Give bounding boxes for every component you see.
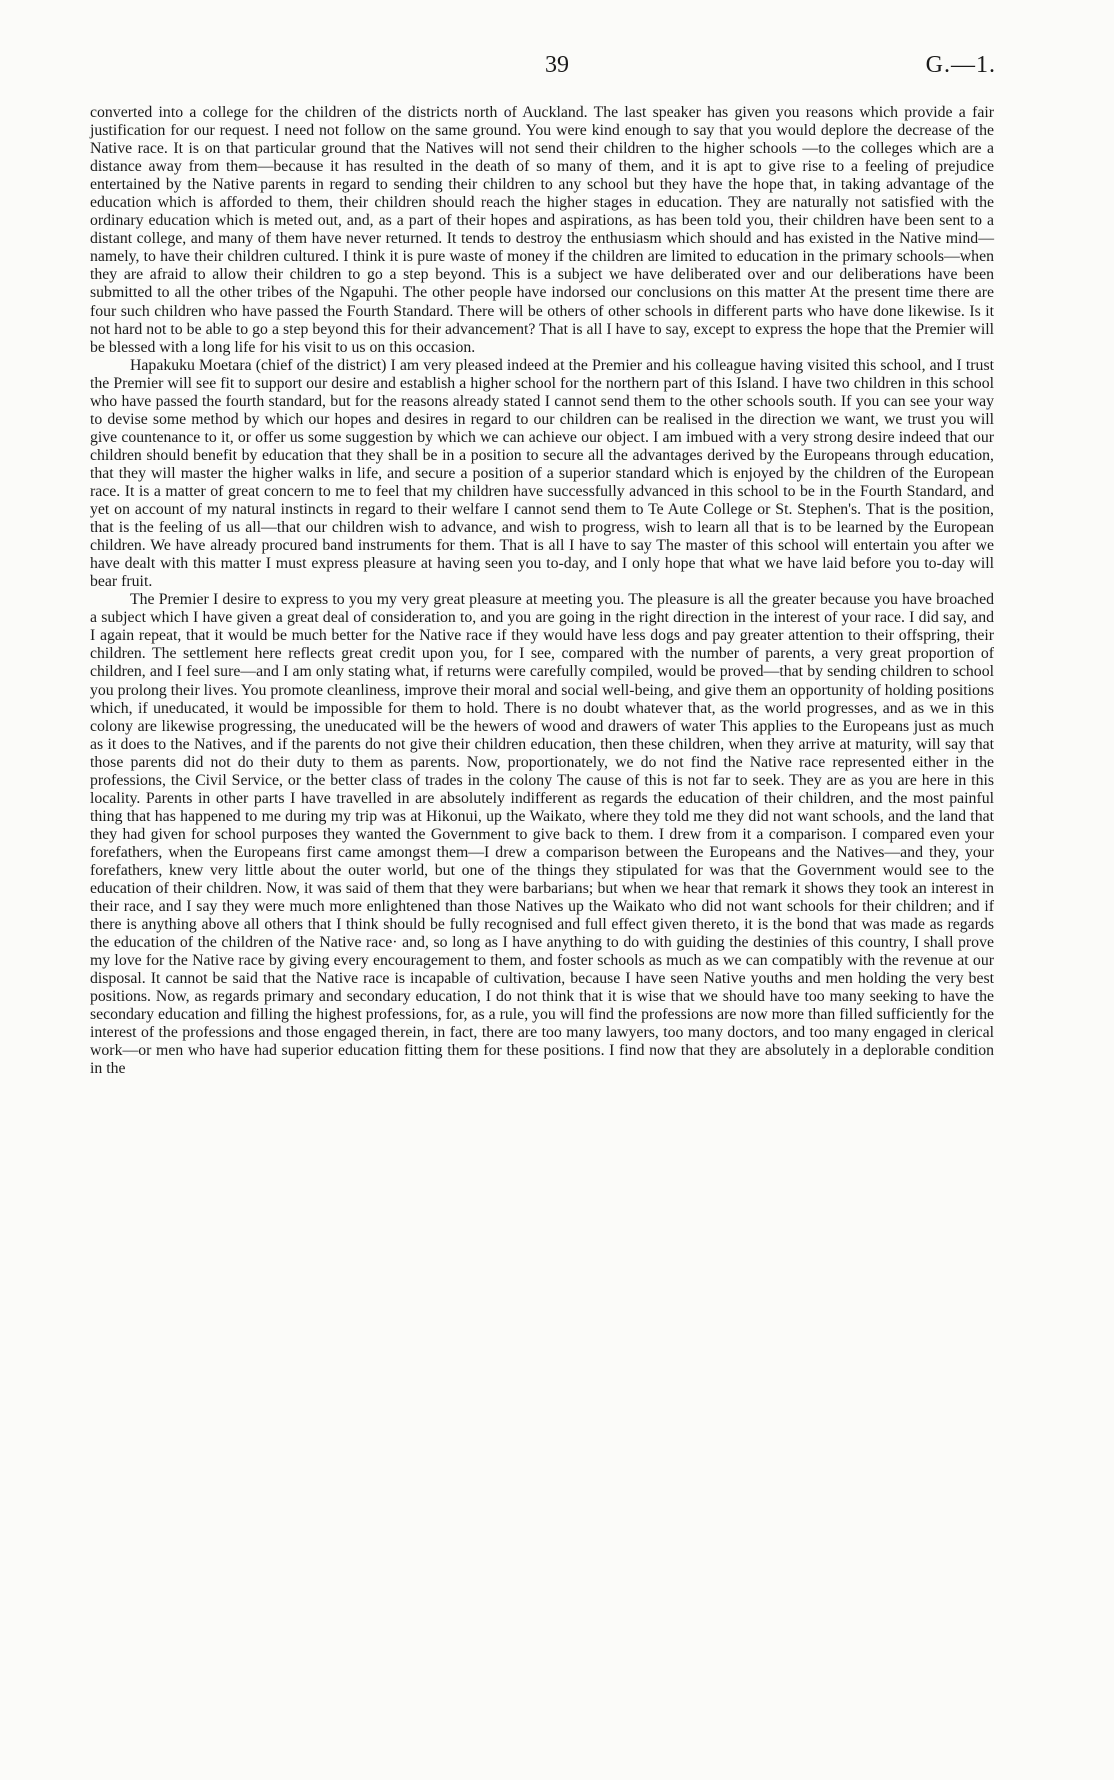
paragraph-hapakuku-moetara: Hapakuku Moetara (chief of the district) I am very pleased indeed at the Premier and his colleague having visited this school, and I trust the Premier will see fit to support our desire and establish a higher school for the northern part of this Island. I have two children in this school who have passed the fourth standard, but for the reasons already stated I cannot send them to the other schools south. If you can see your way to devise some method by which our hopes and desires in regard to our children can be realised in the direction we want, we trust you will give countenance to it, or offer us some suggestion by which we can achieve our object. I am imbued with a very strong desire indeed that our children should benefit by education that they shall be in a position to secure all the advantages derived by the Europeans through education, that they will master the higher walks in life, and secure a position of a superior standard which is enjoyed by the children of the European race. It is a matter of great concern to me to feel that my children have successfully advanced in this school to be in the Fourth Standard, and yet on account of my natural instincts in regard to their welfare I cannot send them to Te Aute College or St. Stephen's. That is the position, that is the feeling of us all—that our children wish to advance, and wish to progress, wish to learn all that is to be learned by the European children. We have already procured band instruments for them. That is all I have to say The master of this school will entertain you after we have dealt with this matter I must express pleasure at having seen you to-day, and I only hope that what we have laid before you to-day will bear fruit.: [90, 356, 994, 591]
page-number: 39: [545, 52, 569, 78]
body-text: [90, 104, 994, 1079]
document-reference: G.—1.: [925, 52, 996, 78]
paragraph-continuation: converted into a college for the children of the districts north of Auckland. The last speaker has given you reasons which provide a fair justification for our request. I need not follow on the same ground. You were kind enough to say that you would deplore the decrease of the Native race. It is on that particular ground that the Natives will not send their children to the higher schools —to the colleges which are a distance away from them—because it has resulted in the death of so many of them, and it is apt to give rise to a feeling of prejudice entertained by the Native parents in regard to sending their children to any school but they have the hope that, in taking advantage of the education which is afforded to them, their children should reach the higher stages in education. They are naturally not satisfied with the ordinary education which is meted out, and, as a part of their hopes and aspirations, as has been told you, their children have been sent to a distant college, and many of them have never returned. It tends to destroy the enthusiasm which should and has existed in the Native mind—namely, to have their children cultured. I think it is pure waste of money if the children are limited to education in the primary schools—when they are afraid to allow their children to go a step beyond. This is a subject we have deliberated over and our deliberations have been submitted to all the other tribes of the Ngapuhi. The other people have indorsed our conclusions on this matter At the present time there are four such children who have passed the Fourth Standard. There will be others of other schools in different parts who have done likewise. Is it not hard not to be able to go a step beyond this for their advancement? That is all I have to say, except to express the hope that the Premier will be blessed with a long life for his visit to us on this occasion.: [90, 104, 994, 356]
page-header: [0, 52, 1114, 92]
paragraph-premier: The Premier I desire to express to you my very great pleasure at meeting you. The pleasure is all the greater because you have broached a subject which I have given a great deal of consideration to, and you are going in the right direction in the interest of your race. I did say, and I again repeat, that it would be much better for the Native race if they would have less dogs and pay greater attention to their offspring, their children. The settlement here reflects great credit upon you, for I see, compared with the number of parents, a very great proportion of children, and I feel sure—and I am only stating what, if returns were carefully compiled, would be proved—that by sending children to school you prolong their lives. You promote cleanliness, improve their moral and social well-being, and give them an opportunity of holding positions which, if uneducated, it would be impossible for them to hold. There is no doubt whatever that, as the world progresses, and as we in this colony are likewise progressing, the uneducated will be the hewers of wood and drawers of water This applies to the Europeans just as much as it does to the Natives, and if the parents do not give their children education, then these children, when they arrive at maturity, will say that those parents did not do their duty to them as parents. Now, proportionately, we do not find the Native race represented either in the professions, the Civil Service, or the better class of trades in the colony The cause of this is not far to seek. They are as you are here in this locality. Parents in other parts I have travelled in are absolutely indifferent as regards the education of their children, and the most painful thing that has happened to me during my trip was at Hikonui, up the Waikato, where they told me they did not want schools, and the land that they had given for school purposes they wanted the Government to give back to them. I drew from it a comparison. I compared even your forefathers, when the Europeans first came amongst them—I drew a comparison between the Europeans and the Natives—and they, your forefathers, knew very little about the outer world, but one of the things they stipulated for was that the Government would see to the education of their children. Now, it was said of them that they were barbarians; but when we hear that remark it shows they took an interest in their race, and I say they were much more enlightened than those Natives up the Waikato who did not want schools for their children; and if there is anything above all others that I think should be fully recognised and full effect given thereto, it is the bond that was made as regards the education of the children of the Native race· and, so long as I have anything to do with guiding the destinies of this country, I shall prove my love for the Native race by giving every encouragement to them, and foster schools as much as we can compatibly with the revenue at our disposal. It cannot be said that the Native race is incapable of cultivation, because I have seen Native youths and men holding the very best positions. Now, as regards primary and secondary education, I do not think that it is wise that we should have too many seeking to have the secondary education and filling the highest professions, for, as a rule, you will find the professions are now more than filled sufficiently for the interest of the professions and those engaged therein, in fact, there are too many lawyers, too many doctors, and too many engaged in clerical work—or men who have had superior education fitting them for these positions. I find now that they are absolutely in a deplorable condition in the: [90, 591, 994, 1078]
